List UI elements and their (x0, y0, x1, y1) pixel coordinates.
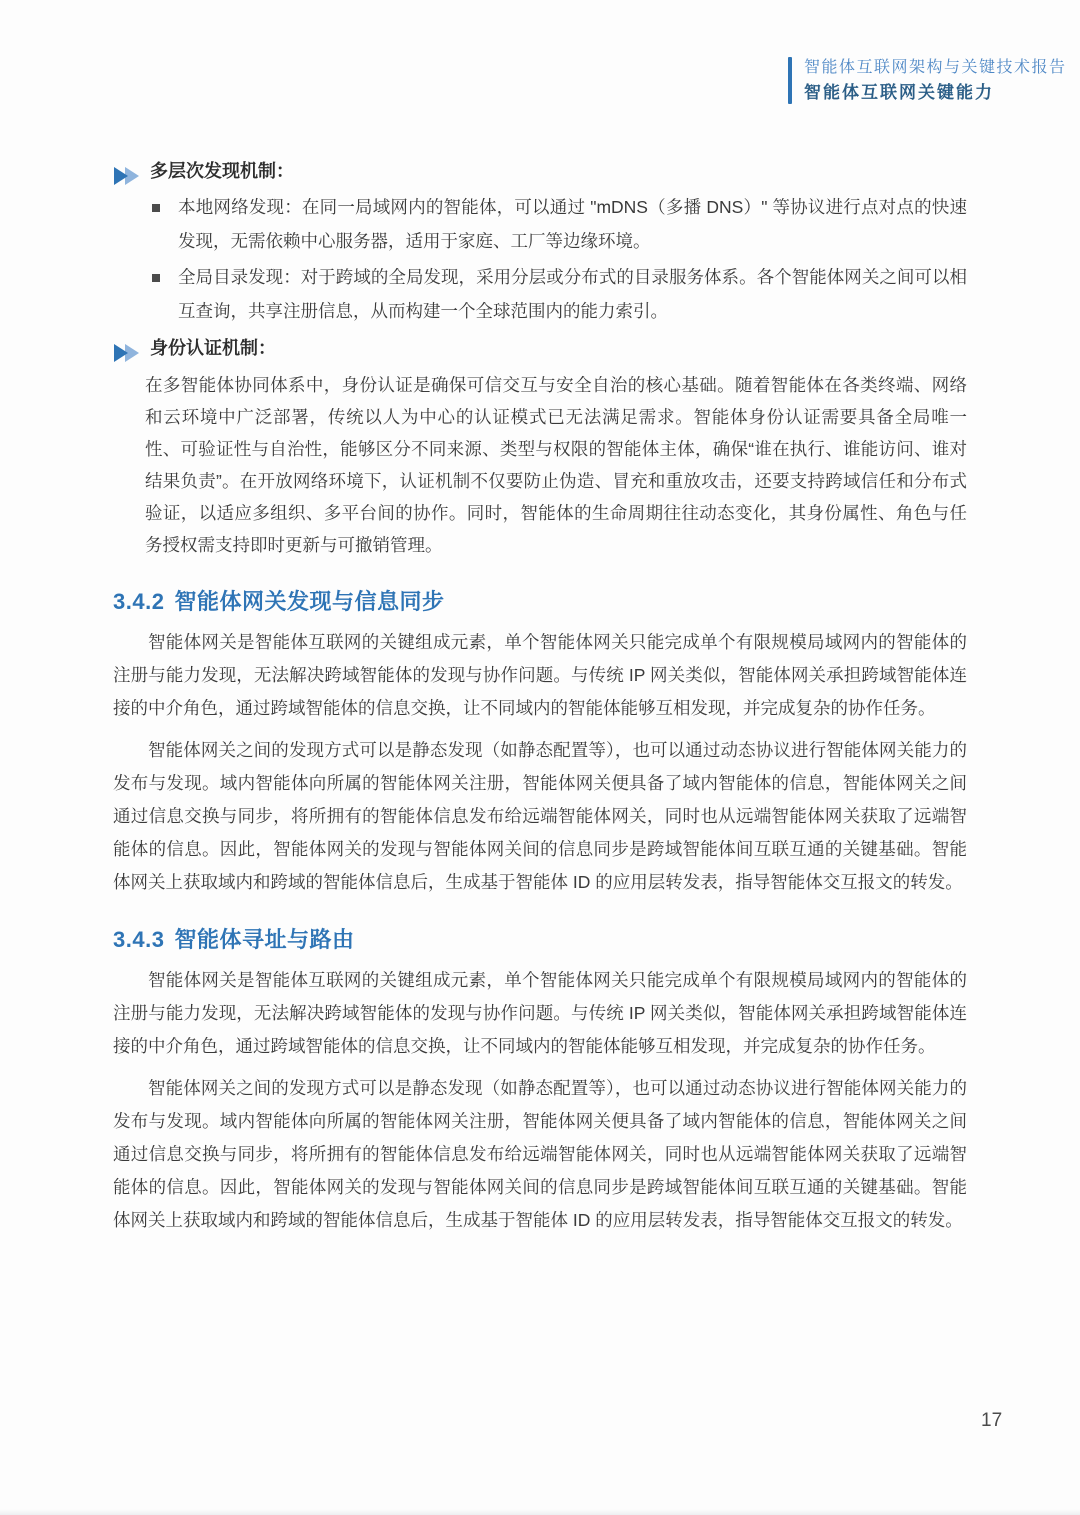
list-item (152, 261, 967, 328)
section-title: 智能体网关发现与信息同步 (174, 589, 445, 614)
identity-auth-heading (113, 332, 967, 365)
list-item-text: 全局目录发现：对于跨域的全局发现，采用分层或分布式的目录服务体系。各个智能体网关之间可以相互查询，共享注册信息，从而构建一个全球范围内的能力索引。 (178, 267, 967, 321)
page-header (788, 57, 1067, 104)
paragraph: 智能体网关之间的发现方式可以是静态发现（如静态配置等），也可以通过动态协议进行智能体网关能力的发布与发现。域内智能体向所属的智能体网关注册，智能体网关便具备了域内智能体的信息，智能体网关之间通过信息交换与同步，将所拥有的智能体信息发布给远端智能体网关，同时也从远端智能体网关获取了远端智能体的信息。因此，智能体网关的发现与智能体网关间的信息同步是跨域智能体间互联互通的关键基础。智能体网关上获取域内和跨域的智能体信息后，生成基于智能体 ID 的应用层转发表，指导智能体交互报文的转发。 (113, 740, 967, 892)
square-bullet-icon (152, 274, 160, 282)
section-number: 3.4.2 (113, 589, 165, 614)
header-accent-bar (788, 57, 792, 104)
double-arrow-icon (114, 340, 141, 358)
chapter-title: 智能体互联网关键能力 (804, 83, 994, 102)
page-number: 17 (981, 1410, 1003, 1431)
heading-label: 多层次发现机制： (150, 161, 294, 181)
paragraph: 智能体网关是智能体互联网的关键组成元素，单个智能体网关只能完成单个有限规模局域网内的智能体的注册与能力发现，无法解决跨域智能体的发现与协作问题。与传统 IP 网关类似，智能体网关承担跨域智能体连接的中介角色，通过跨域智能体的信息交换，让不同域内的智能体能够互相发现，并完成复杂的协作任务。 (113, 632, 967, 718)
header-text-block (804, 57, 1067, 104)
section-title: 智能体寻址与路由 (174, 927, 355, 952)
square-bullet-icon (152, 204, 160, 212)
paragraph: 智能体网关之间的发现方式可以是静态发现（如静态配置等），也可以通过动态协议进行智能体网关能力的发布与发现。域内智能体向所属的智能体网关注册，智能体网关便具备了域内智能体的信息，智能体网关之间通过信息交换与同步，将所拥有的智能体信息发布给远端智能体网关，同时也从远端智能体网关获取了远端智能体的信息。因此，智能体网关的发现与智能体网关间的信息同步是跨域智能体间互联互通的关键基础。智能体网关上获取域内和跨域的智能体信息后，生成基于智能体 ID 的应用层转发表，指导智能体交互报文的转发。 (113, 1078, 967, 1230)
identity-auth-paragraph: 在多智能体协同体系中，身份认证是确保可信交互与安全自治的核心基础。随着智能体在各类终端、网络和云环境中广泛部署，传统以人为中心的认证模式已无法满足需求。智能体身份认证需要具备全局唯一性、可验证性与自治性，能够区分不同来源、类型与权限的智能体主体，确保“谁在执行、谁能访问、谁对结果负责”。在开放网络环境下，认证机制不仅要防止伪造、冒充和重放攻击，还要支持跨域信任和分布式验证，以适应多组织、多平台间的协作。同时，智能体的生命周期往往动态变化，其身份属性、角色与任务授权需支持即时更新与可撤销管理。 (145, 375, 967, 555)
list-item (152, 191, 967, 258)
section-number: 3.4.3 (113, 927, 165, 952)
page-bottom-edge (0, 1509, 1080, 1515)
page-body (113, 155, 967, 1237)
section-heading-343 (113, 925, 967, 955)
double-arrow-icon (114, 163, 141, 181)
report-title: 智能体互联网架构与关键技术报告 (804, 59, 1067, 76)
heading-label: 身份认证机制： (150, 338, 276, 358)
paragraph: 智能体网关是智能体互联网的关键组成元素，单个智能体网关只能完成单个有限规模局域网内的智能体的注册与能力发现，无法解决跨域智能体的发现与协作问题。与传统 IP 网关类似，智能体网关承担跨域智能体连接的中介角色，通过跨域智能体的信息交换，让不同域内的智能体能够互相发现，并完成复杂的协作任务。 (113, 970, 967, 1056)
section-heading-342 (113, 587, 967, 617)
discovery-mechanism-heading (113, 155, 967, 188)
list-item-text: 本地网络发现：在同一局域网内的智能体，可以通过 "mDNS（多播 DNS）" 等协议进行点对点的快速发现，无需依赖中心服务器，适用于家庭、工厂等边缘环境。 (178, 197, 967, 251)
